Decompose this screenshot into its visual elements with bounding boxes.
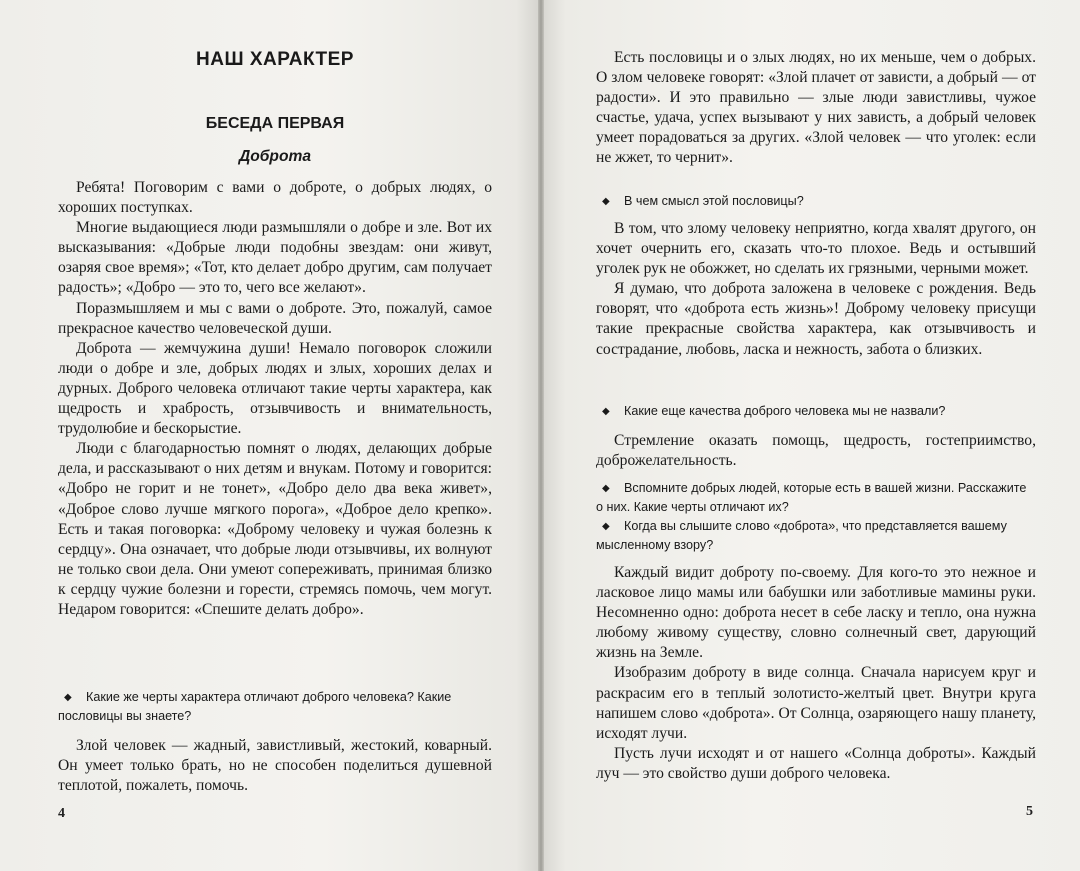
question-line [596, 402, 1036, 421]
question-text: Вспомните добрых людей, которые есть в вашей жизни. Расскажите о них. Какие черты отличают их? [596, 481, 1027, 514]
diamond-bullet-icon: ◆ [602, 521, 610, 532]
right-text-block-3 [596, 431, 1036, 471]
right-question-4 [596, 517, 1036, 554]
paragraph: Поразмышляем и мы с вами о доброте. Это, пожалуй, самое прекрасное качество человеческой души. [58, 299, 492, 337]
right-question-3 [596, 479, 1036, 516]
section-heading: БЕСЕДА ПЕРВАЯ [205, 115, 345, 132]
left-page-content [58, 0, 492, 871]
question-line [596, 479, 1036, 516]
question-text: Какие же черты характера отличают доброго человека? Какие пословицы вы знаете? [58, 690, 452, 723]
left-question-1 [58, 688, 492, 725]
paragraph: В том, что злому человеку неприятно, когда хвалят другого, он хочет очернить его, сказать что-то плохое. Ведь и остывший уголек рук не обожжет, но сделать их грязными, черными может. [596, 220, 1036, 278]
right-text-block-2 [596, 219, 1036, 360]
paragraph: Пусть лучи исходят и от нашего «Солнца доброты». Каждый луч — это свойство души доброго человека. [596, 744, 1036, 782]
paragraph: Люди с благодарностью помнят о людях, делающих добрые дела, и рассказывают о них детям и внукам. Потому и говорится: «Добро не горит и не тонет», «Добро дело два века живет», «Доброе слово лучше мягкого порога», «Доброе дело крепко». Есть и такая поговорка: «Доброму человеку и чужая болезнь к сердцу». Она означает, что добрые люди отзывчивы, их волнуют не только свои дела. Они умеют сопереживать, принимая близко к сердцу чужие болезни и горести, стремясь помочь, чем могут. Недаром говорится: «Спешите делать добро». [58, 440, 492, 618]
question-line [596, 517, 1036, 554]
left-page [0, 0, 538, 871]
paragraph: Есть пословицы и о злых людях, но их меньше, чем о добрых. О злом человеке говорят: «Злой плачет от зависти, а добрый — от радости». И это правильно — злые люди завистливы, чужое счастье, удача, успех вызывают у них зависть, а добрый человек умеет порадоваться за других. «Злой человек — что уголек: если не жжет, то чернит». [596, 49, 1036, 167]
right-page [544, 0, 1080, 871]
paragraph: Ребята! Поговорим с вами о доброте, о добрых людях, о хороших поступках. [58, 179, 492, 217]
paragraph: Злой человек — жадный, завистливый, жестокий, коварный. Он умеет только брать, но не способен поделиться душевной теплотой, пожалеть, помочь. [58, 737, 492, 795]
subsection-heading: Доброта [238, 148, 312, 165]
diamond-bullet-icon: ◆ [602, 483, 610, 494]
right-text-block-4 [596, 563, 1036, 784]
chapter-title: НАШ ХАРАКТЕР [196, 49, 354, 70]
diamond-bullet-icon: ◆ [64, 692, 72, 703]
question-line [596, 192, 1036, 211]
paragraph: Я думаю, что доброта заложена в человеке с рождения. Ведь говорят, что «доброта есть жизнь»! Доброму человеку присущи такие прекрасные свойства характера, как отзывчивость и сострадание, любовь, ласка и нежность, забота о близких. [596, 280, 1036, 358]
question-text: Когда вы слышите слово «доброта», что представляется вашему мысленному взору? [596, 519, 1007, 552]
left-text-block-1 [58, 178, 492, 620]
diamond-bullet-icon: ◆ [602, 406, 610, 417]
question-text: Какие еще качества доброго человека мы не назвали? [624, 404, 946, 418]
right-question-2 [596, 402, 1036, 421]
page-number: 4 [58, 806, 65, 821]
right-text-block-1 [596, 48, 1036, 169]
right-question-1 [596, 192, 1036, 211]
paragraph: Многие выдающиеся люди размышляли о добре и зле. Вот их высказывания: «Добрые люди подобны звездам: они живут, озаряя свое время»; «Тот, кто делает добро другим, сам получает радость»; «Добро — это то, чего все желают». [58, 219, 492, 297]
paragraph: Стремление оказать помощь, щедрость, гостеприимство, доброжелательность. [596, 432, 1036, 470]
question-line [58, 688, 492, 725]
paragraph: Изобразим доброту в виде солнца. Сначала нарисуем круг и раскрасим его в теплый золотисто-желтый цвет. Внутри круга напишем слово «доброта». От Солнца, озаряющего нашу планету, исходят лучи. [596, 664, 1036, 742]
left-text-block-2 [58, 736, 492, 796]
diamond-bullet-icon: ◆ [602, 196, 610, 207]
page-number: 5 [1026, 804, 1033, 819]
paragraph: Доброта — жемчужина души! Немало поговорок сложили люди о добре и зле, добрых людях и злых, хороших делах и дурных. Доброго человека отличают такие черты характера, как щедрость и храбрость, отзывчивость и внимательность, трудолюбие и бескорыстие. [58, 339, 492, 438]
question-text: В чем смысл этой пословицы? [624, 194, 804, 208]
right-page-content [596, 0, 1036, 871]
paragraph: Каждый видит доброту по-своему. Для кого-то это нежное и ласковое лицо мамы или бабушки или заботливые мамины руки. Несомненно одно: доброта несет в себе ласку и тепло, она нужна любому живому существу, словно солнечный свет, дарующий жизнь на Земле. [596, 564, 1036, 662]
